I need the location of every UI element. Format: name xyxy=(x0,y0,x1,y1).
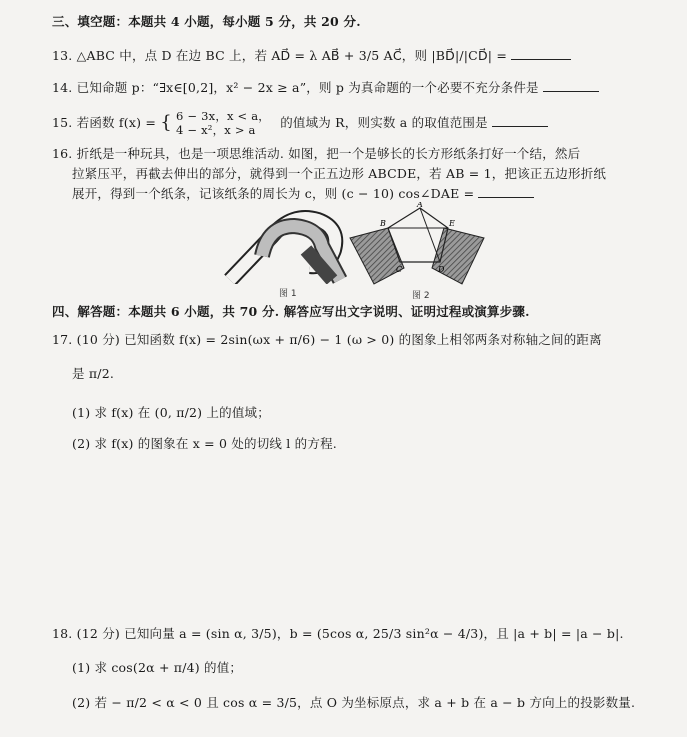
vertex-a-label: A xyxy=(417,202,423,209)
figure-1-caption: 图 1 xyxy=(279,289,297,299)
case-2: 4 − x²，x > a xyxy=(176,123,256,137)
question-17-stem2: 是 π/2. xyxy=(72,366,115,381)
question-16-line1: 16. 折纸是一种玩具，也是一项思维活动. 如图，把一个是够长的长方形纸条打好一个结，然后 xyxy=(52,146,581,161)
vertex-d-label: D xyxy=(438,265,445,274)
piecewise-cases xyxy=(176,109,270,137)
question-16-text: 展开，得到一个纸条，记该纸条的周长为 c，则 (c − 10) cos∠DAE = xyxy=(72,186,475,201)
question-18-stem: 18. (12 分) 已知向量 a = (sin α, 3/5)，b = (5cos α, 25/3 sin²α − 4/3)，且 |a + b| = |a − b|. xyxy=(52,626,624,641)
question-13-text: 13. △ABC 中，点 D 在边 BC 上，若 AD⃗ = λ AB⃗ + 3/5 AC⃗，则 |BD⃗|/|CD⃗| = xyxy=(52,48,508,63)
figure-1-knot xyxy=(222,206,352,284)
figure-2-pentagon xyxy=(344,202,494,288)
question-17-part1: (1) 求 f(x) 在 (0, π/2) 上的值域； xyxy=(72,405,270,420)
section3-header: 三、填空题：本题共 4 小题，每小题 5 分，共 20 分. xyxy=(52,14,361,29)
answer-blank-14 xyxy=(543,81,599,92)
answer-blank-16 xyxy=(478,187,534,198)
question-15-prefix: 15. 若函数 f(x) = xyxy=(52,115,157,130)
question-16-line3 xyxy=(72,186,534,202)
question-16-line2: 拉紧压平，再截去伸出的部分，就得到一个正五边形 ABCDE，若 AB = 1，把该正五边形折纸 xyxy=(72,166,607,181)
vertex-c-label: C xyxy=(396,265,403,274)
answer-blank-13 xyxy=(511,49,571,60)
question-17-stem1: 17. (10 分) 已知函数 f(x) = 2sin(ωx + π/6) − 1 (ω > 0) 的图象上相邻两条对称轴之间的距离 xyxy=(52,332,602,347)
question-13 xyxy=(52,48,571,64)
brace-symbol: { xyxy=(160,112,172,133)
question-17-part2: (2) 求 f(x) 的图象在 x = 0 处的切线 l 的方程. xyxy=(72,436,337,451)
vertex-b-label: B xyxy=(380,219,386,228)
question-18-part2: (2) 若 − π/2 < α < 0 且 cos α = 3/5，点 O 为坐标原点，求 a + b 在 a − b 方向上的投影数量. xyxy=(72,695,636,710)
question-14 xyxy=(52,80,599,96)
question-18-part1: (1) 求 cos(2α + π/4) 的值； xyxy=(72,660,243,675)
case-1: 6 − 3x，x < a， xyxy=(176,109,271,123)
figure-2-caption: 图 2 xyxy=(412,291,430,301)
answer-blank-15 xyxy=(492,116,548,127)
question-14-text: 14. 已知命题 p：“∃x∈[0,2]，x² − 2x ≥ a”，则 p 为真命题的一个必要不充分条件是 xyxy=(52,80,539,95)
question-15-suffix: 的值域为 R，则实数 a 的取值范围是 xyxy=(280,115,488,130)
question-15 xyxy=(52,109,548,139)
section4-header: 四、解答题：本题共 6 小题，共 70 分. 解答应写出文字说明、证明过程或演算步骤. xyxy=(52,304,530,319)
vertex-e-label: E xyxy=(449,219,455,228)
